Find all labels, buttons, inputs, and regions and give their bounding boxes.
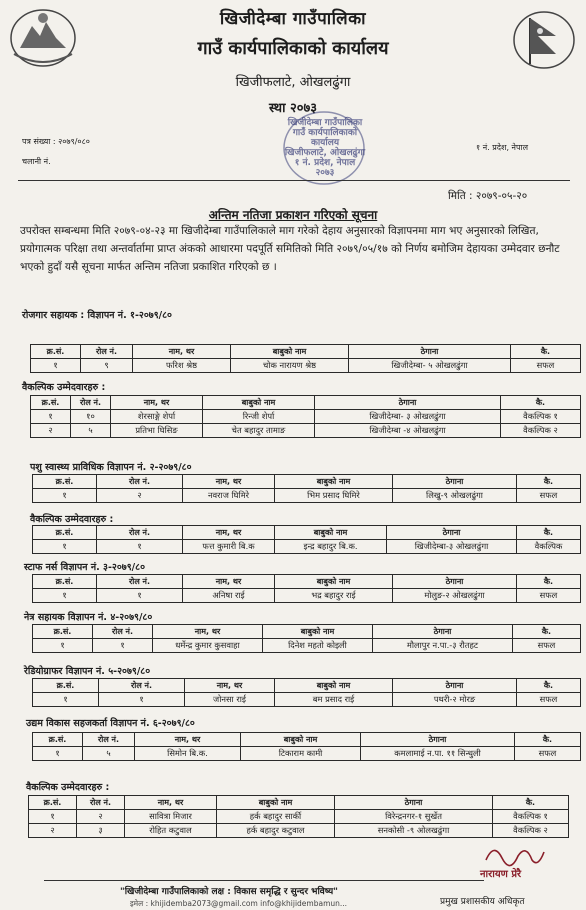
table-row bbox=[33, 639, 581, 653]
stamp-line: गाउँ कार्यपालिकाको कार्यालय bbox=[292, 128, 358, 148]
table-cell: सफल bbox=[517, 693, 581, 707]
table-header-cell: बाबुको नाम bbox=[275, 679, 393, 693]
table-cell: सफल bbox=[513, 639, 581, 653]
table-header-cell: रोल नं. bbox=[99, 679, 185, 693]
table-header-cell: रोल नं. bbox=[93, 625, 153, 639]
table-cell: १ bbox=[31, 410, 71, 424]
section-title: नेत्र सहायक विज्ञापन नं. ४-२०७९/८० bbox=[24, 612, 153, 623]
table-header-cell: ठेगाना bbox=[315, 396, 501, 410]
table-header-cell: नाम, थर bbox=[111, 396, 203, 410]
table-header-cell: बाबुको नाम bbox=[263, 625, 373, 639]
table-cell: सिमोन बि.क. bbox=[135, 747, 241, 761]
established-text: स्था २०७३ bbox=[268, 101, 318, 116]
table-cell: हर्क बहादुर कटुवाल bbox=[217, 824, 335, 838]
table-header-cell: रोल नं. bbox=[97, 475, 183, 489]
table-cell: भद्र बहादुर राई bbox=[275, 589, 393, 603]
table-cell: मोलुङ-२ ओखलढुंगा bbox=[393, 589, 517, 603]
section-title: पशु स्वास्थ्य प्राविधिक विज्ञापन नं. २-२०७९/८० bbox=[30, 462, 192, 473]
table-cell: ५ bbox=[71, 424, 111, 438]
table-cell: २ bbox=[31, 424, 71, 438]
table-header-cell: कै. bbox=[511, 345, 581, 359]
table-row bbox=[29, 824, 569, 838]
header-divider bbox=[18, 180, 570, 181]
stamp-line: खिजीफलाटे, ओखलढुंगा bbox=[284, 148, 366, 158]
table-cell: वैकल्पिक bbox=[517, 540, 581, 554]
table-cell: चोक नारायण श्रेष्ठ bbox=[231, 359, 349, 373]
table-header-row bbox=[31, 345, 581, 359]
table-header-cell: रोल नं. bbox=[77, 796, 125, 810]
dispatch-number: चलानी नं. bbox=[22, 157, 51, 166]
stamp-line: १ नं. प्रदेश, नेपाल bbox=[294, 158, 356, 168]
stamp-line: २०७३ bbox=[315, 168, 335, 178]
section-title: स्टाफ नर्स विज्ञापन नं. ३-२०७९/८० bbox=[24, 562, 146, 573]
table-cell: सफल bbox=[511, 359, 581, 373]
table-cell: पथरी-२ मोरङ bbox=[393, 693, 517, 707]
table-header-cell: क्र.सं. bbox=[31, 345, 81, 359]
table-cell: खिजीदेम्बा-३ ओखलढुंगा bbox=[387, 540, 517, 554]
table-header-cell: कै. bbox=[501, 396, 581, 410]
table-header-cell: कै. bbox=[517, 526, 581, 540]
table-header-row bbox=[31, 396, 581, 410]
province-text: १ नं. प्रदेश, नेपाल bbox=[476, 143, 529, 152]
table-cell: १ bbox=[97, 589, 183, 603]
table-cell: १ bbox=[33, 589, 97, 603]
footer-motto: "खिजीदेम्बा गाउँपालिकाको लक्ष : विकास समृद्धि र सुन्दर भविष्य" bbox=[120, 887, 338, 897]
table-cell: विरेन्द्रनगर-१ सुर्खेत bbox=[335, 810, 493, 824]
table-header-row bbox=[33, 679, 581, 693]
table-cell: इन्द्र बहादुर बि.क. bbox=[275, 540, 387, 554]
table-cell: रिन्जी शेर्पा bbox=[203, 410, 315, 424]
table-header-cell: रोल नं. bbox=[81, 345, 133, 359]
table-cell: धर्मेन्द्र कुमार कुसवाहा bbox=[153, 639, 263, 653]
section-title: वैकल्पिक उम्मेदवारहरु : bbox=[26, 782, 110, 793]
table-header-cell: कै. bbox=[517, 679, 581, 693]
table-cell: खिजीदेम्बा- ५ ओखलढुंगा bbox=[349, 359, 511, 373]
alternate-table bbox=[32, 525, 581, 554]
table-header-row bbox=[33, 526, 581, 540]
table-row bbox=[33, 489, 581, 503]
table-cell: २ bbox=[77, 810, 125, 824]
table-cell: जोनसा राई bbox=[185, 693, 275, 707]
table-cell: फरिश श्रेष्ठ bbox=[133, 359, 231, 373]
table-header-cell: रोल नं. bbox=[71, 396, 111, 410]
footer-divider bbox=[44, 880, 484, 881]
section-title: वैकल्पिक उम्मेदवारहरु : bbox=[30, 514, 114, 525]
section-title: रोजगार सहायक : विज्ञापन नं. १-२०७९/८० bbox=[22, 310, 172, 321]
table-header-cell: नाम, थर bbox=[183, 475, 275, 489]
table-cell: १ bbox=[29, 810, 77, 824]
table-header-cell: नाम, थर bbox=[125, 796, 217, 810]
notice-title: अन्तिम नतिजा प्रकाशन गरिएको सूचना bbox=[208, 208, 378, 222]
results-table bbox=[32, 732, 581, 761]
table-cell: सफल bbox=[515, 747, 581, 761]
table-cell: टिकाराम कामी bbox=[241, 747, 361, 761]
letter-number: पत्र संख्या : २०७९/०८० bbox=[22, 137, 90, 146]
table-cell: वैकल्पिक २ bbox=[493, 824, 569, 838]
table-header-cell: बाबुको नाम bbox=[275, 575, 393, 589]
table-header-cell: क्र.सं. bbox=[33, 679, 99, 693]
results-table bbox=[32, 624, 581, 653]
table-cell: रोहित कटुवाल bbox=[125, 824, 217, 838]
table-cell: लिखु-९ ओखलढुंगा bbox=[393, 489, 517, 503]
table-row bbox=[29, 810, 569, 824]
table-header-cell: क्र.सं. bbox=[31, 396, 71, 410]
table-header-row bbox=[33, 575, 581, 589]
municipality-name: खिजीदेम्बा गाउँपालिका bbox=[219, 9, 367, 29]
table-cell: ९ bbox=[81, 359, 133, 373]
notice-paragraph: उपरोक्त सम्बन्धमा मिति २०७९-०४-२३ मा खिजीदेम्बा गाउँपालिकाले माग गरेको देहाय अनुसारको विज्ञापनमा माग भए अनुसारको लिखित, प्रयोगात्मक परिक्षा तथा अन्तर्वार्तामा प्राप्त अंकको आधारमा पदपूर्ति समितिको मिति २०७९/०५/१७ को निर्णय बमोजिम देहायका उम्मेदवार छनौट भएको हुदाँ यसै सूचना मार्फत अन्तिम नतिजा प्रकाशित गरिएको छ । bbox=[20, 225, 560, 273]
table-header-cell: क्र.सं. bbox=[33, 733, 83, 747]
table-row bbox=[31, 424, 581, 438]
table-header-cell: बाबुको नाम bbox=[241, 733, 361, 747]
table-row bbox=[33, 540, 581, 554]
table-header-cell: ठेगाना bbox=[393, 679, 517, 693]
section-title: वैकल्पिक उम्मेदवारहरु : bbox=[22, 382, 106, 393]
table-cell: कमलामाई न.पा. ११ सिन्धुली bbox=[361, 747, 515, 761]
table-row bbox=[31, 359, 581, 373]
table-header-cell: नाम, थर bbox=[185, 679, 275, 693]
table-cell: सावित्रा मिजार bbox=[125, 810, 217, 824]
notice-date: मिति : २०७९-०५-२० bbox=[448, 190, 528, 202]
section-title: रेडियोग्राफर विज्ञापन नं. ५-२०७९/८० bbox=[24, 666, 151, 677]
table-cell: ५ bbox=[83, 747, 135, 761]
table-cell: १० bbox=[71, 410, 111, 424]
table-header-cell: ठेगाना bbox=[387, 526, 517, 540]
table-header-cell: ठेगाना bbox=[393, 475, 517, 489]
table-header-cell: कै. bbox=[515, 733, 581, 747]
table-header-cell: कै. bbox=[493, 796, 569, 810]
table-cell: भिम प्रसाद घिमिरे bbox=[275, 489, 393, 503]
table-cell: सफल bbox=[517, 489, 581, 503]
table-cell: २ bbox=[29, 824, 77, 838]
table-cell: प्रतिभा घिसिङ bbox=[111, 424, 203, 438]
table-header-cell: बाबुको नाम bbox=[203, 396, 315, 410]
table-cell: सनकोसी -९ ओलखढुंगा bbox=[335, 824, 493, 838]
table-cell: १ bbox=[99, 693, 185, 707]
table-header-cell: कै. bbox=[513, 625, 581, 639]
office-name: गाउँ कार्यपालिकाको कार्यालय bbox=[197, 38, 389, 59]
table-cell: दिनेश महतो कोइली bbox=[263, 639, 373, 653]
table-cell: वैकल्पिक १ bbox=[493, 810, 569, 824]
table-header-cell: क्र.सं. bbox=[29, 796, 77, 810]
table-header-cell: कै. bbox=[517, 475, 581, 489]
table-header-cell: ठेगाना bbox=[393, 575, 517, 589]
table-cell: खिजीदेम्बा- ३ ओखलढुंगा bbox=[315, 410, 501, 424]
table-header-cell: बाबुको नाम bbox=[231, 345, 349, 359]
table-header-cell: रोल नं. bbox=[83, 733, 135, 747]
table-header-cell: कै. bbox=[517, 575, 581, 589]
signatory-title: प्रमुख प्रशासकीय अधिकृत bbox=[440, 897, 525, 907]
stamp-text bbox=[280, 118, 370, 178]
results-table bbox=[32, 474, 581, 503]
table-cell: मौलापुर न.पा.-३ रौतहट bbox=[373, 639, 513, 653]
table-cell: १ bbox=[33, 639, 93, 653]
table-cell: सफल bbox=[517, 589, 581, 603]
table-header-row bbox=[33, 625, 581, 639]
table-row bbox=[31, 410, 581, 424]
table-header-cell: क्र.सं. bbox=[33, 575, 97, 589]
table-row bbox=[33, 747, 581, 761]
table-header-cell: ठेगाना bbox=[335, 796, 493, 810]
table-cell: २ bbox=[97, 489, 183, 503]
table-header-row bbox=[33, 475, 581, 489]
table-header-cell: क्र.सं. bbox=[33, 526, 97, 540]
table-cell: बम प्रसाद राई bbox=[275, 693, 393, 707]
table-cell: नवराज घिमिरे bbox=[183, 489, 275, 503]
table-row bbox=[33, 589, 581, 603]
table-header-cell: नाम, थर bbox=[183, 526, 275, 540]
table-header-cell: ठेगाना bbox=[373, 625, 513, 639]
table-header-cell: नाम, थर bbox=[153, 625, 263, 639]
stamp-line: खिजीदेम्बा गाउँपालिका bbox=[287, 118, 363, 128]
office-address: खिजीफलाटे, ओखलढुंगा bbox=[235, 75, 351, 90]
table-cell: अनिषा राई bbox=[183, 589, 275, 603]
signatory-name: नारायण प्रेरै bbox=[480, 869, 522, 880]
table-cell: १ bbox=[33, 489, 97, 503]
table-cell: १ bbox=[33, 540, 97, 554]
alternate-table bbox=[28, 795, 569, 838]
table-header-cell: नाम, थर bbox=[183, 575, 275, 589]
table-cell: चेत बहादुर तामाङ bbox=[203, 424, 315, 438]
table-header-cell: क्र.सं. bbox=[33, 625, 93, 639]
table-header-row bbox=[33, 733, 581, 747]
table-cell: १ bbox=[33, 747, 83, 761]
alternate-table bbox=[30, 395, 581, 438]
table-cell: फत्त कुमारी बि.क bbox=[183, 540, 275, 554]
results-table bbox=[32, 678, 581, 707]
table-header-cell: ठेगाना bbox=[361, 733, 515, 747]
footer-contact: इमेल : khijidemba2073@gmail.com info@khijidembamun... bbox=[130, 899, 348, 908]
table-row bbox=[33, 693, 581, 707]
table-cell: १ bbox=[97, 540, 183, 554]
table-cell: १ bbox=[31, 359, 81, 373]
table-cell: हर्क बहादुर सार्की bbox=[217, 810, 335, 824]
table-cell: १ bbox=[93, 639, 153, 653]
section-title: उद्यम विकास सहजकर्ता विज्ञापन नं. ६-२०७९/८० bbox=[26, 718, 195, 729]
table-header-cell: ठेगाना bbox=[349, 345, 511, 359]
table-header-cell: नाम, थर bbox=[133, 345, 231, 359]
table-header-cell: नाम, थर bbox=[135, 733, 241, 747]
results-table bbox=[32, 574, 581, 603]
table-header-row bbox=[29, 796, 569, 810]
table-header-cell: रोल नं. bbox=[97, 526, 183, 540]
table-header-cell: क्र.सं. bbox=[33, 475, 97, 489]
table-cell: वैकल्पिक २ bbox=[501, 424, 581, 438]
table-header-cell: बाबुको नाम bbox=[275, 475, 393, 489]
table-cell: खिजीदेम्बा -४ ओखलढुंगा bbox=[315, 424, 501, 438]
table-cell: वैकल्पिक १ bbox=[501, 410, 581, 424]
table-header-cell: बाबुको नाम bbox=[275, 526, 387, 540]
table-cell: शेरसाङ्गे शेर्पा bbox=[111, 410, 203, 424]
table-cell: १ bbox=[33, 693, 99, 707]
results-table bbox=[30, 344, 581, 373]
table-header-cell: रोल नं. bbox=[97, 575, 183, 589]
table-header-cell: बाबुको नाम bbox=[217, 796, 335, 810]
table-cell: ३ bbox=[77, 824, 125, 838]
